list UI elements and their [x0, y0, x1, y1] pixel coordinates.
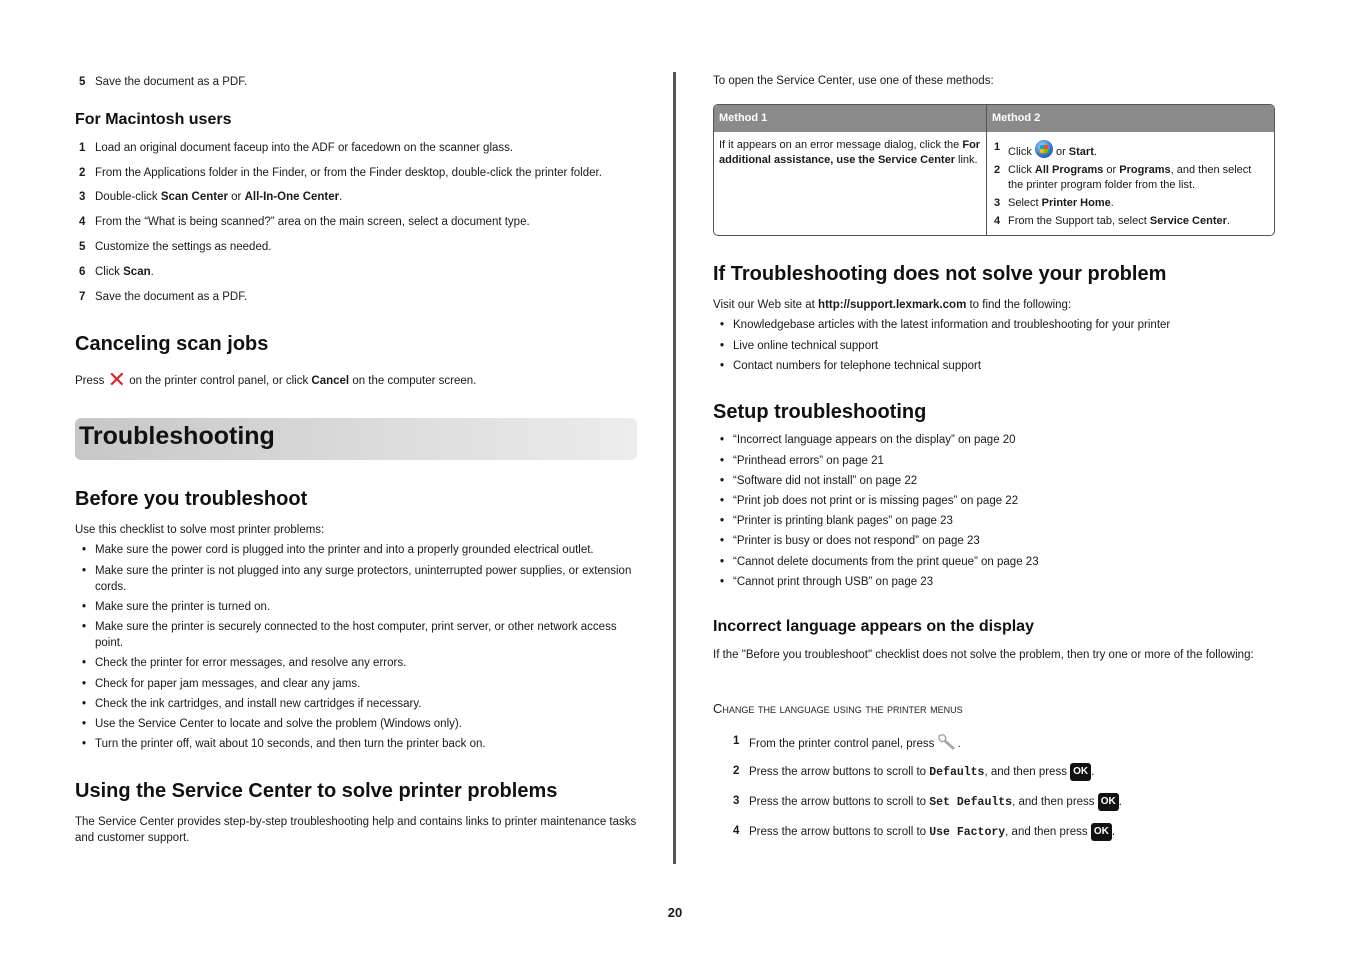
- ifnot-heading: If Troubleshooting does not solve your problem: [713, 263, 1167, 285]
- methods-table: [713, 104, 1275, 236]
- step-text: From the Applications folder in the Finder, or from the Finder desktop, double-click the printer folder.: [95, 167, 602, 179]
- ifnot-text: Visit our Web site at http://support.lexmark.com to find the following:: [713, 299, 1072, 311]
- step-number: 5: [79, 76, 86, 88]
- step-number: 7: [79, 291, 86, 303]
- resource-item: • Live online technical support: [720, 340, 879, 352]
- lang-text: If the "Before you troubleshoot" checklist does not solve the problem, then try one or more of the following:: [713, 649, 1254, 661]
- checklist-item: • Make sure the printer is turned on.: [82, 601, 271, 613]
- setup-heading: Setup troubleshooting: [713, 401, 927, 423]
- step-text: Save the document as a PDF.: [95, 76, 248, 88]
- checklist-item: • Check for paper jam messages, and clear any jams.: [82, 678, 361, 690]
- ok-button-icon: OK: [1070, 763, 1091, 781]
- step-text: Click Scan.: [95, 266, 154, 278]
- mac-step: [75, 289, 637, 305]
- lang-step: 1 From the printer control panel, press .: [733, 735, 961, 750]
- step-number: 1: [79, 142, 86, 154]
- mac-step: [75, 239, 637, 255]
- checklist-item: • Make sure the power cord is plugged into the printer and into a properly grounded electrical outlet.: [82, 544, 594, 556]
- step-text: From the “What is being scanned?” area on the main screen, select a document type.: [95, 216, 530, 228]
- mac-step: [75, 165, 637, 181]
- troubleshooting-banner: [75, 418, 637, 460]
- setup-link[interactable]: • “Software did not install” on page 22: [720, 475, 918, 487]
- ok-button-icon: OK: [1098, 793, 1119, 811]
- banner-title: Troubleshooting: [79, 422, 275, 450]
- mac-step: [75, 189, 637, 205]
- cancel-heading: Canceling scan jobs: [75, 333, 269, 355]
- method1-header: Method 1: [714, 105, 987, 132]
- pc-step-5: [75, 74, 637, 90]
- column-divider: [673, 72, 676, 864]
- step-text: Customize the settings as needed.: [95, 241, 272, 253]
- lang-step: 3 Press the arrow buttons to scroll to Set Defaults, and then press OK .: [733, 795, 1122, 809]
- lang-step: 2 Press the arrow buttons to scroll to Defaults, and then press OK .: [733, 765, 1095, 779]
- ok-button-icon: OK: [1091, 823, 1112, 841]
- method2-step: 2 Click All Programs or Programs, and then select the printer program folder from the list.: [994, 164, 1252, 191]
- checklist-item: • Make sure the printer is not plugged into any surge protectors, uninterrupted power supplies, or extension cords.: [82, 565, 632, 593]
- method2-step: 1 Click or Start.: [994, 141, 1097, 158]
- step-text: Double-click Scan Center or All-In-One Center.: [95, 191, 343, 203]
- step-number: 2: [79, 167, 86, 179]
- checklist-item: • Check the ink cartridges, and install new cartridges if necessary.: [82, 698, 422, 710]
- setup-link[interactable]: • “Incorrect language appears on the display” on page 20: [720, 434, 1016, 446]
- method2-header: Method 2: [987, 105, 1274, 132]
- cancel-x-icon: ✕: [107, 367, 127, 392]
- mac-step: [75, 140, 637, 156]
- resource-item: • Knowledgebase articles with the latest information and troubleshooting for your printer: [720, 319, 1171, 331]
- method2-cell: [987, 132, 1274, 235]
- mac-step: [75, 264, 637, 280]
- setup-link[interactable]: • “Printer is printing blank pages” on page 23: [720, 515, 953, 527]
- method2-step: 4 From the Support tab, select Service Center.: [994, 215, 1230, 227]
- setup-link[interactable]: • “Cannot print through USB” on page 23: [720, 576, 934, 588]
- wrench-settings-icon: [938, 733, 958, 751]
- mac-heading: For Macintosh users: [75, 111, 232, 128]
- checklist-item: • Turn the printer off, wait about 10 seconds, and then turn the printer back on.: [82, 738, 486, 750]
- checklist-item: • Check the printer for error messages, and resolve any errors.: [82, 657, 407, 669]
- lang-heading: Incorrect language appears on the display: [713, 618, 1034, 635]
- method2-step: 3 Select Printer Home.: [994, 197, 1114, 209]
- resource-item: • Contact numbers for telephone technical support: [720, 360, 982, 372]
- windows-start-icon: [1035, 140, 1053, 158]
- cancel-text: Press ✕ on the printer control panel, or click Cancel on the computer screen.: [75, 367, 477, 392]
- lang-step: 4 Press the arrow buttons to scroll to Use Factory, and then press OK .: [733, 825, 1116, 839]
- open-intro: To open the Service Center, use one of these methods:: [713, 75, 994, 87]
- setup-link[interactable]: • “Printer is busy or does not respond” on page 23: [720, 535, 980, 547]
- before-heading: Before you troubleshoot: [75, 488, 308, 510]
- step-number: 3: [79, 191, 86, 203]
- page-number: 20: [667, 905, 683, 920]
- checklist-item: • Make sure the printer is securely connected to the host computer, print server, or other network access point.: [82, 621, 617, 649]
- method1-cell: If it appears on an error message dialog, click the For additional assistance, use the Service Center link.: [714, 132, 987, 235]
- setup-link[interactable]: • “Cannot delete documents from the print queue” on page 23: [720, 556, 1039, 568]
- setup-link[interactable]: • “Print job does not print or is missing pages” on page 22: [720, 495, 1019, 507]
- before-intro: Use this checklist to solve most printer problems:: [75, 524, 325, 536]
- step-text: Save the document as a PDF.: [95, 291, 248, 303]
- service-text: The Service Center provides step-by-step troubleshooting help and contains links to printer maintenance tasks and customer support.: [75, 816, 637, 844]
- step-text: Load an original document faceup into the ADF or facedown on the scanner glass.: [95, 142, 514, 154]
- service-heading: Using the Service Center to solve printer problems: [75, 780, 558, 802]
- lang-subheading: Change the language using the printer menus: [713, 701, 963, 716]
- step-number: 4: [79, 216, 86, 228]
- step-number: 6: [79, 266, 86, 278]
- mac-step: [75, 214, 637, 230]
- step-number: 5: [79, 241, 86, 253]
- setup-link[interactable]: • “Printhead errors” on page 21: [720, 455, 884, 467]
- checklist-item: • Use the Service Center to locate and solve the problem (Windows only).: [82, 718, 462, 730]
